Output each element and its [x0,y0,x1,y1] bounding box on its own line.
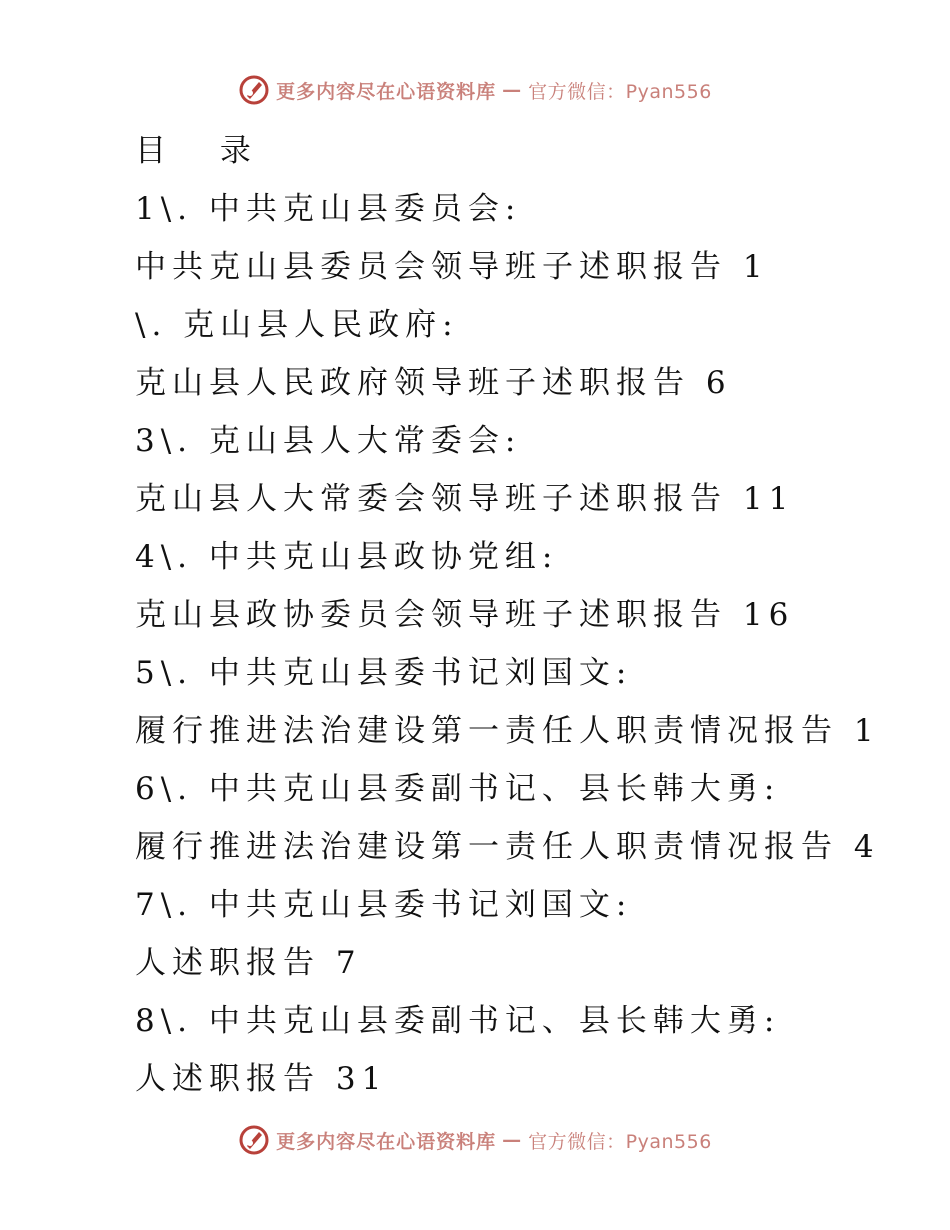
toc-line: 克山县人民政府领导班子述职报告 6 [135,365,732,401]
logo-icon [238,1124,270,1156]
toc-line: 人述职报告 7 [135,945,362,981]
toc-line: 4\. 中共克山县政协党组: [135,539,559,575]
logo-icon [238,74,270,106]
toc-line: 人述职报告 31 [135,1061,388,1097]
toc-line: 7\. 中共克山县委书记刘国文: [135,887,633,923]
toc-line: 履行推进法治建设第一责任人职责情况报告 4 [135,829,880,865]
toc-line: 履行推进法治建设第一责任人职责情况报告 1 [135,713,880,749]
toc-line: 5\. 中共克山县委书记刘国文: [135,655,633,691]
watermark-promo-text: 更多内容尽在心语资料库 [276,80,497,103]
toc-line: 1\. 中共克山县委员会: [135,191,522,227]
toc-line: \. 克山县人民政府: [135,307,459,343]
watermark-wechat-text: 官方微信：Pyan556 [528,80,712,103]
footer-watermark [0,1120,950,1160]
toc-line: 8\. 中共克山县委副书记、县长韩大勇: [135,1003,781,1039]
watermark-separator: — [502,79,523,101]
toc-line: 克山县人大常委会领导班子述职报告 11 [135,481,795,517]
toc-line: 克山县政协委员会领导班子述职报告 16 [135,597,795,633]
toc-line: 3\. 克山县人大常委会: [135,423,522,459]
watermark-separator: — [502,1129,523,1151]
toc-title: 目 录 [135,133,273,169]
toc-line: 6\. 中共克山县委副书记、县长韩大勇: [135,771,781,807]
watermark-wechat-text: 官方微信：Pyan556 [528,1130,712,1153]
toc-line: 中共克山县委员会领导班子述职报告 1 [135,249,769,285]
watermark-promo-text: 更多内容尽在心语资料库 [276,1130,497,1153]
header-watermark [0,70,950,110]
table-of-contents [135,122,925,1108]
